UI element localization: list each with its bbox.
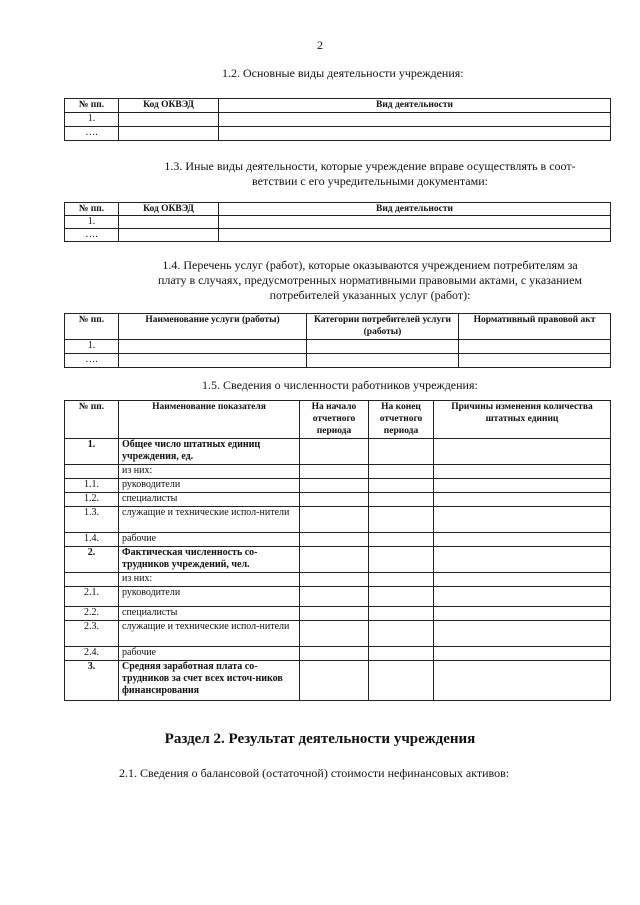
- col-header: Вид деятельности: [219, 99, 611, 113]
- section-2-1-title: 2.1. Сведения о балансовой (остаточной) стоимости нефинансовых активов:: [119, 766, 510, 780]
- table-1-3: [64, 202, 611, 242]
- table-row: [65, 607, 611, 621]
- table-cell: ….: [65, 229, 119, 242]
- row-label: специалисты: [119, 493, 300, 507]
- row-label: руководители: [119, 479, 300, 493]
- row-label: Средняя заработная плата со-трудников за счет всех источ-ников финансирования: [119, 661, 300, 701]
- col-header: № пп.: [65, 401, 119, 439]
- table-row: [65, 573, 611, 587]
- table-1-2: [64, 98, 611, 141]
- col-header: Наименование показателя: [119, 401, 300, 439]
- section-1-4-title-line3: потребителей указанных услуг (работ):: [269, 288, 471, 302]
- row-number: [65, 465, 119, 479]
- section-1-3-title-line1: 1.3. Иные виды деятельности, которые учреждение вправе осуществлять в соот-: [164, 159, 576, 173]
- table-cell: 1.: [65, 216, 119, 229]
- section-1-2-title: 1.2. Основные виды деятельности учреждения:: [222, 66, 464, 80]
- table-row: [65, 479, 611, 493]
- row-number: 1.1.: [65, 479, 119, 493]
- table-cell: ….: [65, 354, 119, 368]
- row-label: руководители: [119, 587, 300, 607]
- table-1-5: [64, 400, 611, 701]
- row-number: 1.: [65, 439, 119, 465]
- row-label: рабочие: [119, 647, 300, 661]
- row-number: [65, 573, 119, 587]
- table-row: [65, 465, 611, 479]
- row-number: 1.4.: [65, 533, 119, 547]
- col-header: № пп.: [65, 314, 119, 340]
- row-number: 3.: [65, 661, 119, 701]
- page-number: 2: [317, 38, 323, 52]
- col-header: Причины изменения количества штатных единиц: [434, 401, 611, 439]
- col-header: На начало отчетного периода: [300, 401, 369, 439]
- table-row: [65, 547, 611, 573]
- table-cell: ….: [65, 127, 119, 141]
- table-1-4: [64, 313, 611, 368]
- row-number: 2.2.: [65, 607, 119, 621]
- row-number: 1.3.: [65, 507, 119, 533]
- table-row: [65, 587, 611, 607]
- section-1-4-title-line2: плату в случаях, предусмотренных нормативными правовыми актами, с указанием: [158, 273, 582, 287]
- row-label: специалисты: [119, 607, 300, 621]
- row-number: 2.: [65, 547, 119, 573]
- col-header: Категории потребителей услуги (работы): [307, 314, 459, 340]
- col-header: № пп.: [65, 99, 119, 113]
- section-1-3-title-line2: ветствии с его учредительными документами:: [252, 174, 488, 188]
- row-label: служащие и технические испол-нители: [119, 507, 300, 533]
- table-row: [65, 621, 611, 647]
- table-row: [65, 533, 611, 547]
- row-number: 1.2.: [65, 493, 119, 507]
- col-header: Наименование услуги (работы): [119, 314, 307, 340]
- table-cell: 1.: [65, 113, 119, 127]
- row-label: рабочие: [119, 533, 300, 547]
- table-row: [65, 439, 611, 465]
- col-header: Нормативный правовой акт: [459, 314, 611, 340]
- col-header: Вид деятельности: [219, 203, 611, 216]
- col-header: Код ОКВЭД: [119, 99, 219, 113]
- table-row: [65, 493, 611, 507]
- table-row: [65, 647, 611, 661]
- section-1-4-title-line1: 1.4. Перечень услуг (работ), которые оказываются учреждением потребителям за: [162, 258, 578, 272]
- col-header: На конец отчетного периода: [369, 401, 434, 439]
- row-number: 2.1.: [65, 587, 119, 607]
- row-number: 2.4.: [65, 647, 119, 661]
- row-label: Общее число штатных единиц учреждения, ед.: [119, 439, 300, 465]
- section-2-heading: Раздел 2. Результат деятельности учреждения: [164, 731, 476, 747]
- row-label: Фактическая численность со-трудников учреждений, чел.: [119, 547, 300, 573]
- row-label: служащие и технические испол-нители: [119, 621, 300, 647]
- row-label: из них:: [119, 465, 300, 479]
- col-header: № пп.: [65, 203, 119, 216]
- row-number: 2.3.: [65, 621, 119, 647]
- table-cell: 1.: [65, 340, 119, 354]
- col-header: Код ОКВЭД: [119, 203, 219, 216]
- row-label: из них:: [119, 573, 300, 587]
- section-1-5-title: 1.5. Сведения о численности работников учреждения:: [202, 378, 478, 392]
- table-row: [65, 661, 611, 701]
- table-row: [65, 507, 611, 533]
